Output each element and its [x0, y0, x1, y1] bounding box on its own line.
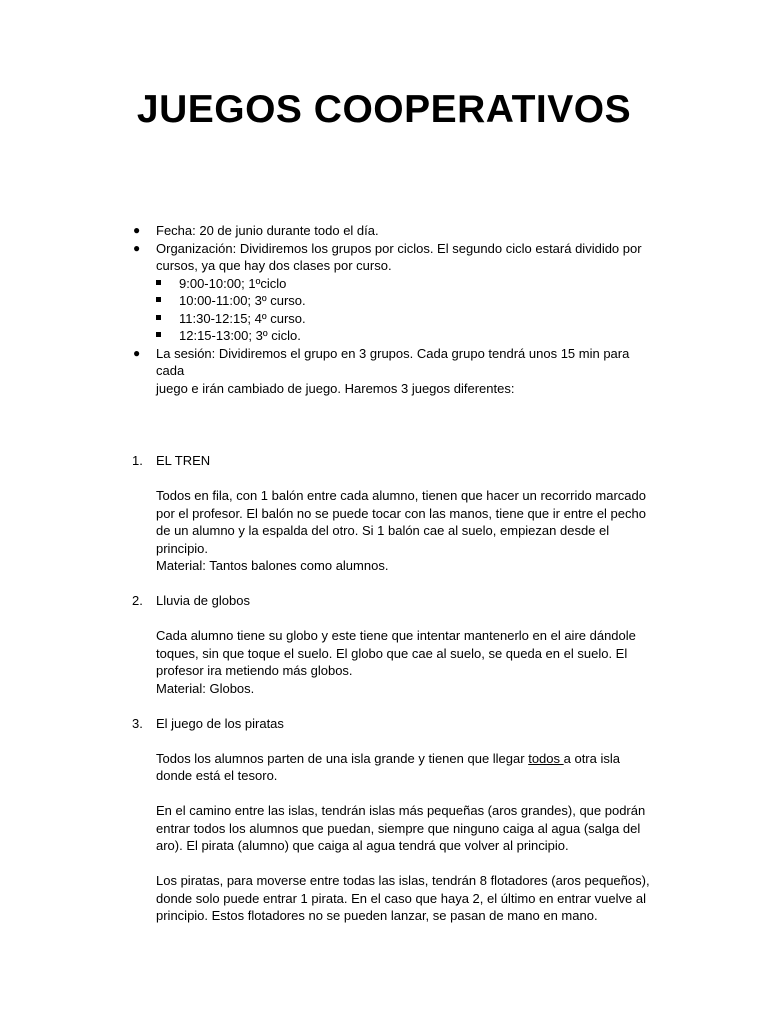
schedule-sublist	[179, 275, 656, 345]
bullet-organizacion	[133, 240, 656, 275]
game-paragraph: Todos en fila, con 1 balón entre cada alumno, tienen que hacer un recorrido marcado por el profesor. El balón no se puede tocar con las manos, tiene que ir entre el pecho de un alumno y la espalda del otro. Si 1 balón cae al suelo, empiezan desde el principio. Material: Tantos balones como alumnos.	[156, 487, 656, 575]
game-paragraph: Cada alumno tiene su globo y este tiene que intentar mantenerlo en el aire dándole toques, sin que toque el suelo. El globo que cae al suelo, se queda en el suelo. El profesor ira metiendo más globos. Material: Globos.	[156, 627, 656, 697]
organizacion-line-1: Organización: Dividiremos los grupos por ciclos. El segundo ciclo estará dividido por	[156, 240, 642, 256]
schedule-item: 10:00-11:00; 3º curso.	[179, 292, 656, 310]
sesion-line-2: juego e irán cambiado de juego. Haremos 3 juegos diferentes:	[156, 380, 515, 396]
bullet-fecha	[133, 222, 656, 240]
bullet-icon: ●	[133, 223, 141, 237]
game-heading: 1. EL TREN	[132, 453, 211, 468]
game-heading: 3. El juego de los piratas	[132, 715, 284, 731]
square-bullet-icon	[156, 280, 161, 285]
game-name: Lluvia de globos	[156, 593, 250, 608]
square-bullet-icon	[156, 332, 161, 337]
game-name: EL TREN	[156, 453, 211, 468]
info-bullet-list	[133, 222, 656, 397]
game-paragraph: Los piratas, para moverse entre todas las islas, tendrán 8 flotadores (aros pequeños), donde solo puede entrar 1 pirata. En el caso que haya 2, el último en entrar vuelve al principio. Estos flotadores no se pueden lanzar, se pasan de mano en mano.	[156, 873, 650, 923]
fecha-text: Fecha: 20 de junio durante todo el día.	[156, 223, 379, 238]
bullet-sesion	[133, 345, 656, 398]
game-paragraph: En el camino entre las islas, tendrán islas más pequeñas (aros grandes), que podrán entrar todos los alumnos que puedan, siempre que ninguno caiga al agua (salga del aro). El pirata (alumno) que caiga al agua tendrá que volver al principio.	[156, 803, 646, 853]
underlined-word: todos	[528, 750, 564, 766]
schedule-item: 9:00-10:00; 1ºciclo	[179, 275, 656, 293]
page-title: JUEGOS COOPERATIVOS	[136, 88, 632, 131]
square-bullet-icon	[156, 315, 161, 320]
game-heading: 2. Lluvia de globos	[132, 593, 250, 608]
schedule-item: 12:15-13:00; 3º ciclo.	[179, 327, 656, 345]
sesion-line-1: La sesión: Dividiremos el grupo en 3 grupos. Cada grupo tendrá unos 15 min para cada	[156, 345, 630, 378]
games-list	[132, 452, 656, 925]
bullet-icon: ●	[133, 345, 141, 360]
game-name: El juego de los piratas	[156, 715, 284, 731]
square-bullet-icon	[156, 297, 161, 302]
game-material: Material: Globos.	[156, 680, 255, 696]
organizacion-line-2: cursos, ya que hay dos clases por curso.	[156, 258, 392, 273]
game-paragraph: Todos los alumnos parten de una isla grande y tienen que llegar todos a otra isla donde está el tesoro.	[156, 750, 620, 783]
game-material: Material: Tantos balones como alumnos.	[156, 558, 389, 573]
schedule-item: 11:30-12:15; 4º curso.	[179, 310, 656, 328]
bullet-icon: ●	[133, 240, 141, 255]
